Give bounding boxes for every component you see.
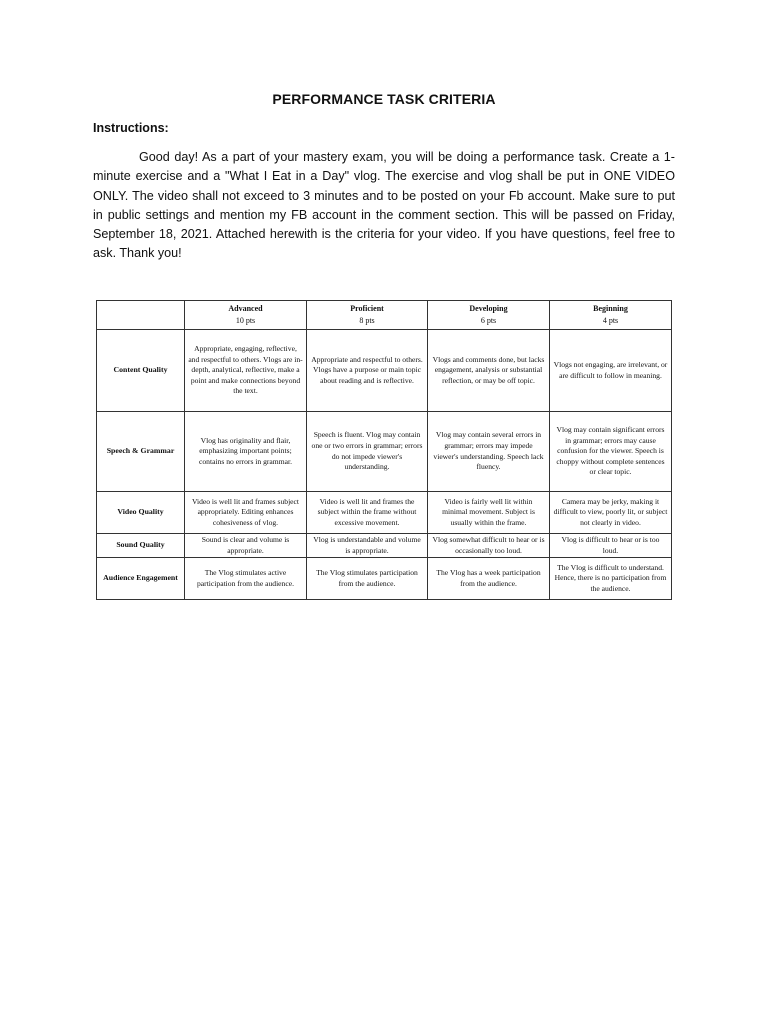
header-points: 8 pts	[359, 316, 375, 325]
rubric-cell: Vlogs and comments done, but lacks engagement, analysis or substantial reflection, or may be off topic.	[428, 330, 550, 412]
rubric-cell: Vlogs not engaging, are irrelevant, or are difficult to follow in meaning.	[550, 330, 672, 412]
criterion-label: Audience Engagement	[97, 558, 185, 600]
rubric-header-advanced	[185, 301, 307, 330]
criterion-label: Video Quality	[97, 492, 185, 534]
header-label: Developing	[469, 304, 508, 313]
header-points: 6 pts	[480, 316, 497, 325]
rubric-cell: The Vlog is difficult to understand. Hence, there is no participation from the audience.	[550, 558, 672, 600]
header-label: Proficient	[350, 304, 384, 313]
rubric-cell: Vlog is understandable and volume is appropriate.	[307, 534, 428, 558]
rubric-header-proficient	[307, 301, 428, 330]
rubric-row-speech-grammar	[97, 412, 672, 492]
header-points: 10 pts	[235, 316, 256, 325]
rubric-header-row	[97, 301, 672, 330]
rubric-cell: Sound is clear and volume is appropriate.	[185, 534, 307, 558]
rubric-cell: Camera may be jerky, making it difficult to view, poorly lit, or subject not clearly in video.	[550, 492, 672, 534]
criterion-label: Content Quality	[97, 330, 185, 412]
rubric-row-sound-quality	[97, 534, 672, 558]
rubric-cell: Appropriate and respectful to others. Vlogs have a purpose or main topic about reading and is reflective.	[307, 330, 428, 412]
rubric-cell: The Vlog stimulates active participation from the audience.	[185, 558, 307, 600]
rubric-corner-cell	[97, 301, 185, 330]
rubric-row-content-quality	[97, 330, 672, 412]
rubric-cell: Video is well lit and frames the subject within the frame without excessive movement.	[307, 492, 428, 534]
rubric-row-audience-engagement	[97, 558, 672, 600]
rubric-cell: Vlog may contain significant errors in grammar; errors may cause confusion for the viewer. Speech is choppy without complete sentences or clear topic.	[550, 412, 672, 492]
rubric-header-beginning	[550, 301, 672, 330]
rubric-header-developing	[428, 301, 550, 330]
rubric-cell: Vlog has originality and flair, emphasizing important points; contains no errors in grammar.	[185, 412, 307, 492]
rubric-cell: Vlog somewhat difficult to hear or is occasionally too loud.	[428, 534, 550, 558]
header-label: Advanced	[228, 304, 263, 313]
rubric-row-video-quality	[97, 492, 672, 534]
rubric-cell: The Vlog stimulates participation from the audience.	[307, 558, 428, 600]
rubric-cell: Video is fairly well lit within minimal movement. Subject is usually within the frame.	[428, 492, 550, 534]
page-title: PERFORMANCE TASK CRITERIA	[272, 91, 496, 107]
rubric-cell: Vlog may contain several errors in grammar; errors may impede viewer's understanding. Speech lack fluency.	[428, 412, 550, 492]
rubric-cell: Video is well lit and frames subject appropriately. Editing enhances cohesiveness of vlog.	[185, 492, 307, 534]
rubric-cell: Speech is fluent. Vlog may contain one or two errors in grammar; errors do not impede viewer's understanding.	[307, 412, 428, 492]
criterion-label: Speech & Grammar	[97, 412, 185, 492]
rubric-cell: Vlog is difficult to hear or is too loud.	[550, 534, 672, 558]
rubric-cell: Appropriate, engaging, reflective, and respectful to others. Vlogs are in-depth, analytical, reflective, make a point and make connections beyond the text.	[185, 330, 307, 412]
criterion-label: Sound Quality	[97, 534, 185, 558]
rubric-table	[96, 300, 672, 600]
rubric-cell: The Vlog has a week participation from the audience.	[428, 558, 550, 600]
instructions-body: Good day! As a part of your mastery exam, you will be doing a performance task. Create a 1-minute exercise and a "What I Eat in a Day" vlog. The exercise and vlog shall be put in ONE VIDEO ONLY. The video shall not exceed to 3 minutes and to be posted on your Fb account. Make sure to put in public settings and mention my FB account in the comment section. This will be passed on Friday, September 18, 2021. Attached herewith is the criteria for your video. If you have questions, feel free to ask. Thank you!	[93, 150, 675, 261]
header-points: 4 pts	[602, 316, 619, 325]
header-label: Beginning	[593, 304, 628, 313]
instructions-label: Instructions:	[93, 121, 169, 135]
